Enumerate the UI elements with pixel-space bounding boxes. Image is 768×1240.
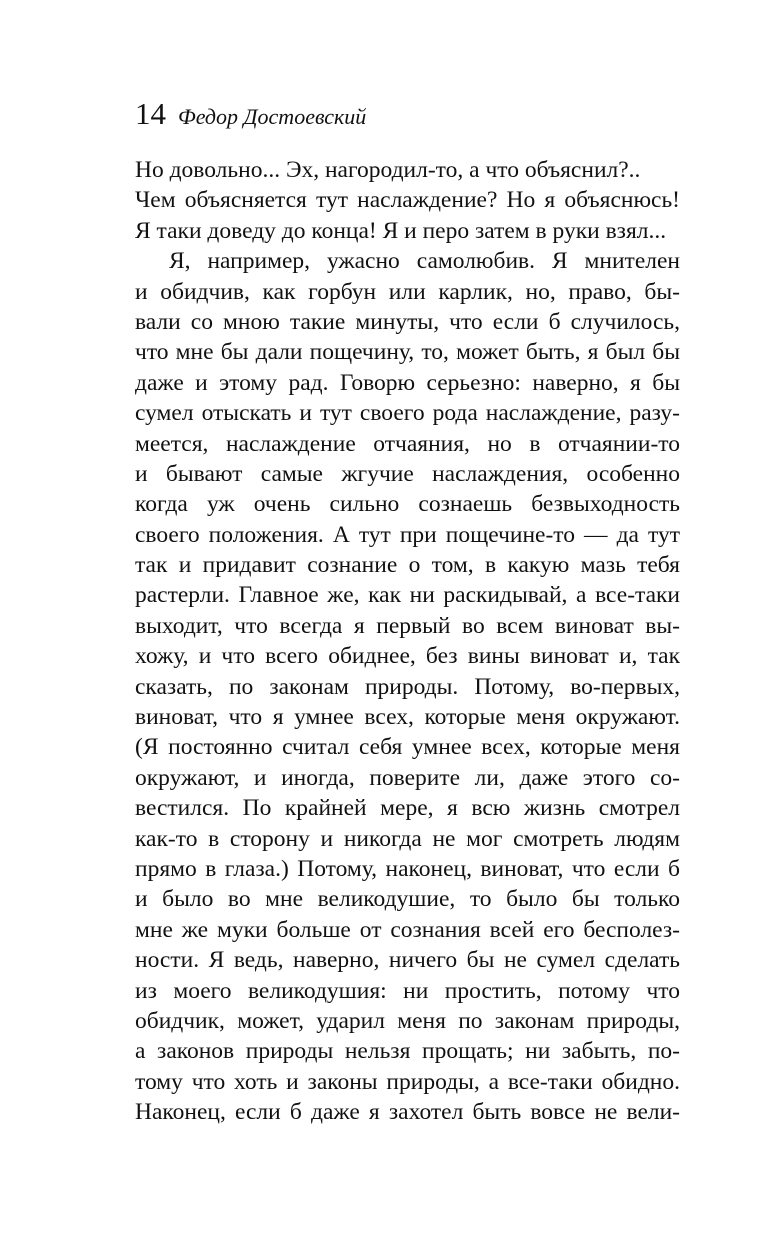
text-line: как-то в сторону и никогда не мог смотреть людям — [135, 825, 680, 852]
text-line: прямо в глаза.) Потому, наконец, виноват, что если б — [135, 855, 680, 882]
text-line: хожу, и что всего обиднее, без вины виноват и, так — [135, 643, 680, 670]
text-line: вали со мною такие минуты, что если б случилось, — [135, 308, 680, 335]
text-line: ности. Я ведь, наверно, ничего бы не сумел сделать — [135, 947, 680, 974]
text-line: вестился. По крайней мере, я всю жизнь смотрел — [135, 795, 680, 822]
text-line: окружают, и иногда, поверите ли, даже этого со- — [135, 764, 680, 791]
text-line: и бывают самые жгучие наслаждения, особенно — [135, 460, 680, 487]
text-line: из моего великодушия: ни простить, потому что — [135, 977, 680, 1004]
text-line: тому что хоть и законы природы, а все-таки обидно. — [135, 1068, 680, 1095]
text-line: а законов природы нельзя прощать; ни забыть, по- — [135, 1038, 680, 1065]
text-line: меется, наслаждение отчаяния, но в отчаянии-то — [135, 430, 680, 457]
text-line: своего положения. А тут при пощечине-то — да тут — [135, 521, 680, 548]
text-line: Но довольно... Эх, нагородил-то, а что объяснил?.. — [135, 157, 641, 183]
body-text — [135, 155, 680, 1128]
text-line: выходит, что всегда я первый во всем виноват вы- — [135, 612, 680, 639]
running-head-author: Федор Достоевский — [178, 104, 367, 129]
text-line: растерли. Главное же, как ни раскидывай, а все-таки — [135, 582, 680, 609]
text-line: (Я постоянно считал себя умнее всех, которые меня — [135, 734, 680, 761]
text-line: виноват, что я умнее всех, которые меня окружают. — [135, 704, 680, 731]
text-line: Я таки доведу до конца! Я и перо затем в руки взял... — [135, 217, 667, 244]
text-line: мне же муки больше от сознания всей его бесполез- — [135, 916, 680, 943]
page-header — [135, 96, 680, 136]
text-line: Я, например, ужасно самолюбив. Я мнителен — [169, 248, 680, 275]
text-line: сумел отыскать и тут своего рода наслаждение, разу- — [135, 400, 680, 427]
text-line: обидчик, может, ударил меня по законам природы, — [135, 1007, 680, 1034]
page-number: 14 — [135, 96, 166, 131]
text-line: Наконец, если б даже я захотел быть вовсе не вели- — [135, 1099, 680, 1126]
text-line: когда уж очень сильно сознаешь безвыходность — [135, 491, 680, 518]
text-line: так и придавит сознание о том, в какую мазь тебя — [135, 552, 680, 579]
text-line: сказать, по законам природы. Потому, во-первых, — [135, 673, 680, 700]
text-line: даже и этому рад. Говорю серьезно: наверно, я бы — [135, 369, 680, 396]
text-line: Чем объясняется тут наслаждение? Но я объяснюсь! — [135, 187, 680, 214]
text-line: и обидчив, как горбун или карлик, но, право, бы- — [135, 278, 680, 305]
text-line: что мне бы дали пощечину, то, может быть, я был бы — [135, 339, 680, 366]
text-line: и было во мне великодушие, то было бы только — [135, 886, 680, 913]
